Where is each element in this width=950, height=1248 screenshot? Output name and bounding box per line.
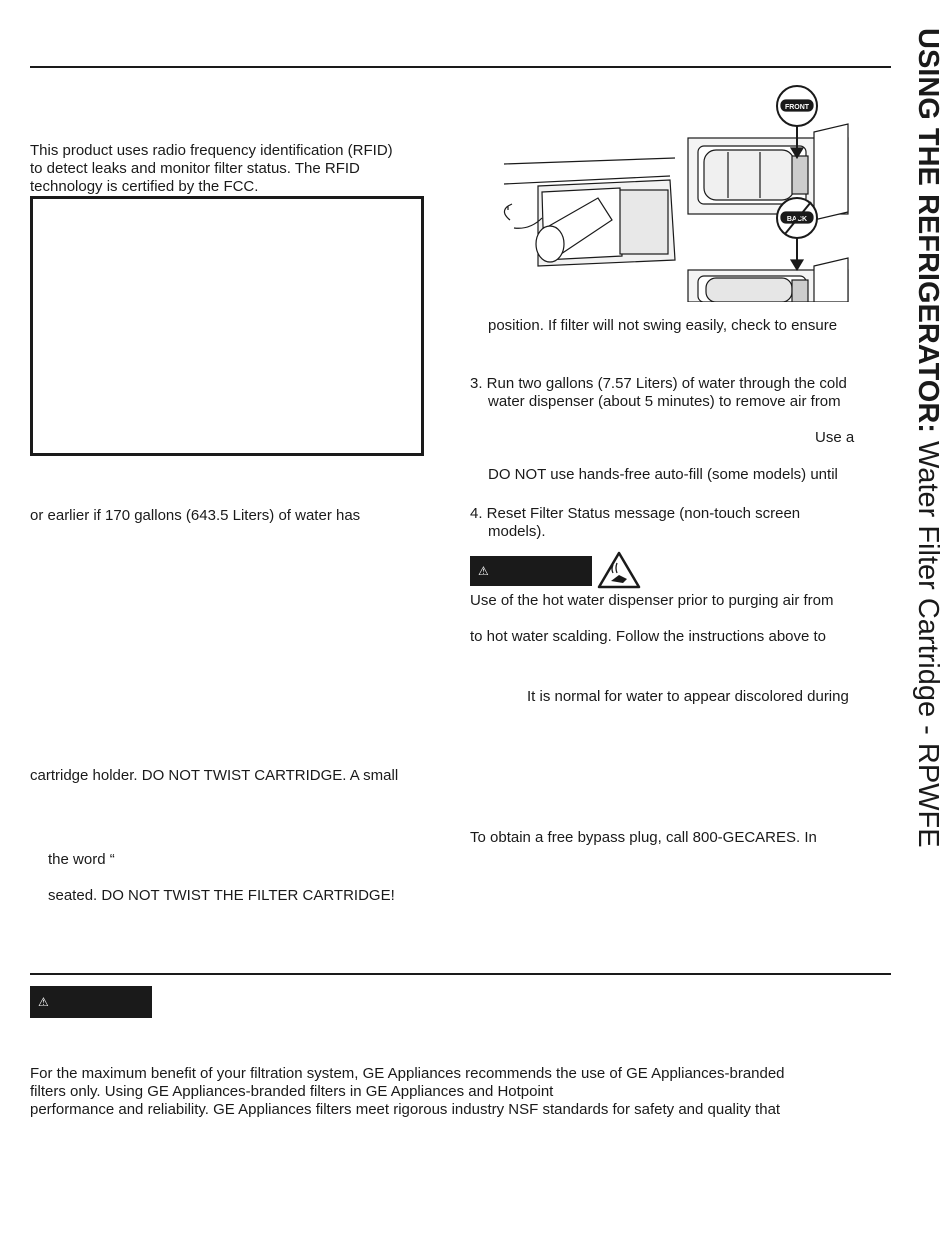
seated-warning-text: seated. DO NOT TWIST THE FILTER CARTRIDGE! [48,887,395,904]
hot-water-hazard-icon [597,551,641,589]
insert-cartridge-illustration [504,158,675,266]
warning-badge [470,556,592,586]
top-rule [30,66,891,68]
filter-installation-illustration [470,80,890,302]
hot-water-line-1: Use of the hot water dispenser prior to purging air from [470,592,834,609]
cartridge-holder-text: cartridge holder. DO NOT TWIST CARTRIDGE. A small [30,767,399,784]
front-label: FRONT [784,104,810,111]
position-text: position. If filter will not swing easily, check to ensure [488,317,838,334]
discolored-water-text: It is normal for water to appear discolored during [527,688,849,705]
replace-interval-text: or earlier if 170 gallons (643.5 Liters) of water has [30,507,361,524]
bottom-warning-triangle-icon: ⚠ [38,995,49,1009]
side-title-light: Water Filter Cartridge - RPWFE [912,441,944,848]
bottom-rule [30,973,891,975]
bottom-text-line-2: filters only. Using GE Appliances-branded filters in GE Appliances and Hotpoint [30,1083,554,1100]
step-4-line-2: models). [488,523,546,540]
empty-notice-box [30,196,424,456]
warning-triangle-icon: ⚠ [478,564,489,578]
word-text: the word “ [48,851,115,868]
back-label: BACK [786,216,808,223]
step-3-line-2: water dispenser (about 5 minutes) to remove air from [488,393,841,410]
bottom-text-line-3: performance and reliability. GE Appliances filters meet rigorous industry NSF standards for safety and quality that [30,1101,781,1118]
rfid-text-line-2: to detect leaks and monitor filter status. The RFID [30,160,360,177]
rfid-text-line-3: technology is certified by the FCC. [30,178,259,195]
autofill-warning-text: DO NOT use hands-free auto-fill (some models) until [488,466,838,483]
bottom-text-line-1: For the maximum benefit of your filtration system, GE Appliances recommends the use of GE Appliances-branded [30,1065,785,1082]
rfid-text-line-1: This product uses radio frequency identification (RFID) [30,142,393,159]
side-title-bold: USING THE REFRIGERATOR: [912,28,944,433]
step-4-line-1: 4. Reset Filter Status message (non-touch screen [470,505,801,522]
front-orientation-illustration [688,86,848,220]
bypass-plug-text: To obtain a free bypass plug, call 800-GECARES. In [470,829,817,846]
bottom-warning-badge [30,986,152,1018]
side-title [908,28,948,1228]
hot-water-line-2: to hot water scalding. Follow the instructions above to [470,628,827,645]
use-a-text: Use a [815,429,855,446]
step-3-line-1: 3. Run two gallons (7.57 Liters) of water through the cold [470,375,847,392]
